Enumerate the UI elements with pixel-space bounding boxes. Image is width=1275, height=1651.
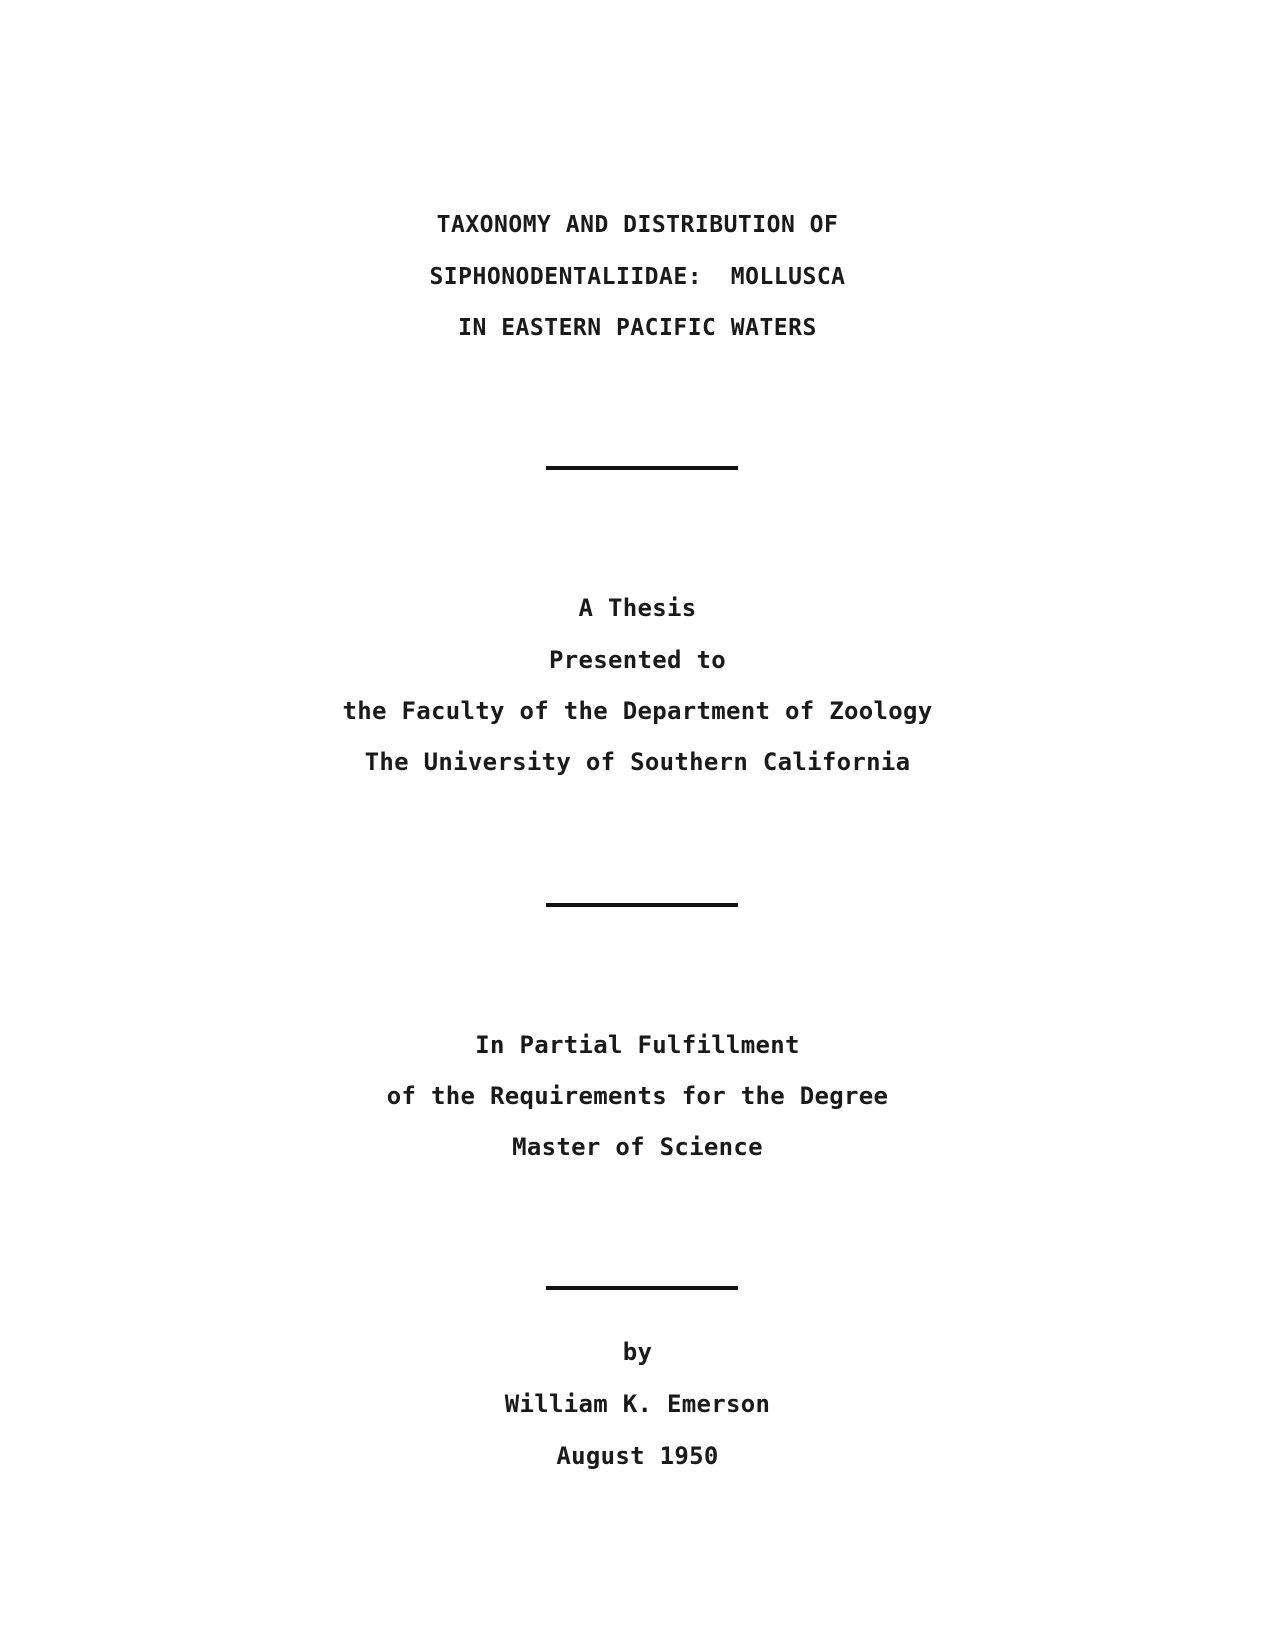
submission-date: August 1950	[556, 1442, 719, 1470]
fulfillment-line-1: In Partial Fulfillment	[475, 1031, 800, 1059]
faculty-department: the Faculty of the Department of Zoology	[342, 697, 933, 725]
degree-name: Master of Science	[512, 1133, 763, 1161]
presented-to: Presented to	[549, 646, 726, 674]
thesis-label: A Thesis	[578, 594, 697, 622]
title-line-2: SIPHONODENTALIIDAE: MOLLUSCA	[429, 264, 846, 290]
university-name: The University of Southern California	[364, 748, 911, 776]
divider-rule-1	[546, 466, 738, 470]
divider-rule-2	[546, 903, 738, 907]
author-name: William K. Emerson	[504, 1390, 771, 1418]
by-label: by	[622, 1338, 653, 1366]
title-line-3: IN EASTERN PACIFIC WATERS	[458, 315, 817, 341]
title-line-1: TAXONOMY AND DISTRIBUTION OF	[436, 212, 839, 238]
fulfillment-line-2: of the Requirements for the Degree	[386, 1082, 889, 1110]
divider-rule-3	[546, 1286, 738, 1290]
